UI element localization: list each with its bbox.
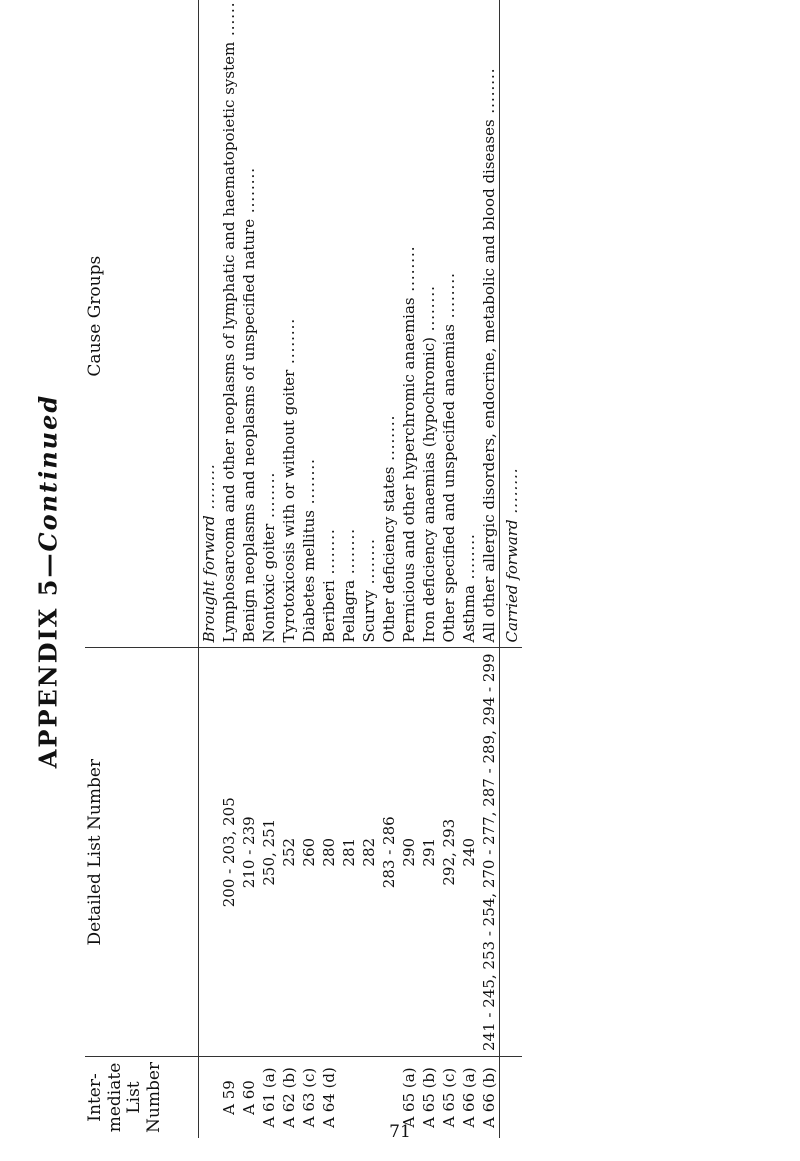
cause-group-cell: All other allergic disorders, endocrine, metabolic and blood diseases ..... xyxy=(479,0,500,648)
cause-group-cell: Pellagra ..... xyxy=(339,0,359,648)
detailed-list-cell: 200 - 203, 205 xyxy=(219,648,239,1056)
cause-group-cell: Benign neoplasms and neoplasms of unspecified nature ..... xyxy=(239,0,259,648)
cause-group-cell: Beriberi ..... xyxy=(319,0,339,648)
appendix-number: 5 xyxy=(33,577,63,596)
detailed-list-cell: 281 xyxy=(339,648,359,1056)
page-number: 71 xyxy=(389,1122,411,1142)
table-row xyxy=(399,0,419,1138)
detailed-list-cell: 280 xyxy=(319,648,339,1056)
appendix-title: APPENDIX xyxy=(33,606,63,768)
table-body xyxy=(199,0,523,1138)
table-row xyxy=(199,0,220,1138)
appendix-suffix: Continued xyxy=(33,393,63,552)
detailed-list-cell: 250, 251 xyxy=(259,648,279,1056)
cause-groups-table xyxy=(85,0,522,1138)
cause-group-cell: Iron deficiency anaemias (hypochromic) ..... xyxy=(419,0,439,648)
inter-list-cell: A 65 (a) xyxy=(400,1067,419,1128)
inter-list-cell: A 60 xyxy=(240,1080,259,1115)
cause-group-cell: Brought forward ..... xyxy=(199,0,220,648)
table-row xyxy=(439,0,459,1138)
detailed-list-cell: 210 - 239 xyxy=(239,648,259,1056)
table-row xyxy=(479,0,500,1138)
cause-group-cell: Other deficiency states ..... xyxy=(379,0,399,648)
detailed-list-cell: 282 xyxy=(359,648,379,1056)
table-row xyxy=(279,0,299,1138)
detailed-list-cell xyxy=(199,648,220,1056)
table-row xyxy=(339,0,359,1138)
cause-group-cell: Asthma ..... xyxy=(459,0,479,648)
table-row xyxy=(219,0,239,1138)
table-row xyxy=(500,0,523,1138)
detailed-list-cell: 283 - 286 xyxy=(379,648,399,1056)
inter-list-cell: A 64 (d) xyxy=(320,1067,339,1128)
rotated-table xyxy=(85,41,785,1138)
cause-group-cell: Other specified and unspecified anaemias ..... xyxy=(439,0,459,648)
cause-group-cell: Pernicious and other hyperchromic anaemias ..... xyxy=(399,0,419,648)
header-detailed-list: Detailed List Number xyxy=(85,648,199,1056)
detailed-list-cell: 252 xyxy=(279,648,299,1056)
inter-list-cell: A 59 xyxy=(220,1080,239,1115)
table-region xyxy=(85,41,785,1138)
cause-group-cell: Lymphosarcoma and other neoplasms of lymphatic and haematopoietic system ..... xyxy=(219,0,239,648)
cause-group-cell: Nontoxic goiter ..... xyxy=(259,0,279,648)
table-row xyxy=(319,0,339,1138)
inter-list-cell: A 66 (b) xyxy=(480,1067,499,1128)
table-row xyxy=(299,0,319,1138)
inter-list-cell: A 66 (a) xyxy=(460,1067,479,1128)
detailed-list-cell: 290 xyxy=(399,648,419,1056)
detailed-list-cell: 291 xyxy=(419,648,439,1056)
detailed-list-cell: 240 xyxy=(459,648,479,1056)
header-intermediate-list: Inter-mediate List Number xyxy=(85,1056,199,1138)
inter-list-cell: A 65 (c) xyxy=(440,1067,459,1128)
detailed-list-cell: 241 - 245, 253 - 254, 270 - 277, 287 - 289, 294 - 299 xyxy=(479,648,500,1056)
appendix-heading: APPENDIX 5—Continued xyxy=(33,393,63,768)
table-row xyxy=(459,0,479,1138)
cause-group-cell: Tyrotoxicosis with or without goiter ..... xyxy=(279,0,299,648)
cause-group-cell: Diabetes mellitus ..... xyxy=(299,0,319,648)
header-cause-groups: Cause Groups xyxy=(85,0,199,648)
inter-list-cell: A 63 (c) xyxy=(300,1067,319,1128)
inter-list-cell: A 65 (b) xyxy=(420,1067,439,1128)
table-row xyxy=(359,0,379,1138)
detailed-list-cell: 292, 293 xyxy=(439,648,459,1056)
inter-list-cell: A 61 (a) xyxy=(260,1067,279,1128)
inter-list-cell: A 62 (b) xyxy=(280,1067,299,1128)
cause-group-cell: Scurvy ..... xyxy=(359,0,379,648)
cause-group-cell: Carried forward ..... xyxy=(500,0,523,648)
table-row xyxy=(259,0,279,1138)
detailed-list-cell xyxy=(500,648,523,1056)
detailed-list-cell: 260 xyxy=(299,648,319,1056)
table-row xyxy=(379,0,399,1138)
table-row xyxy=(239,0,259,1138)
table-row xyxy=(419,0,439,1138)
